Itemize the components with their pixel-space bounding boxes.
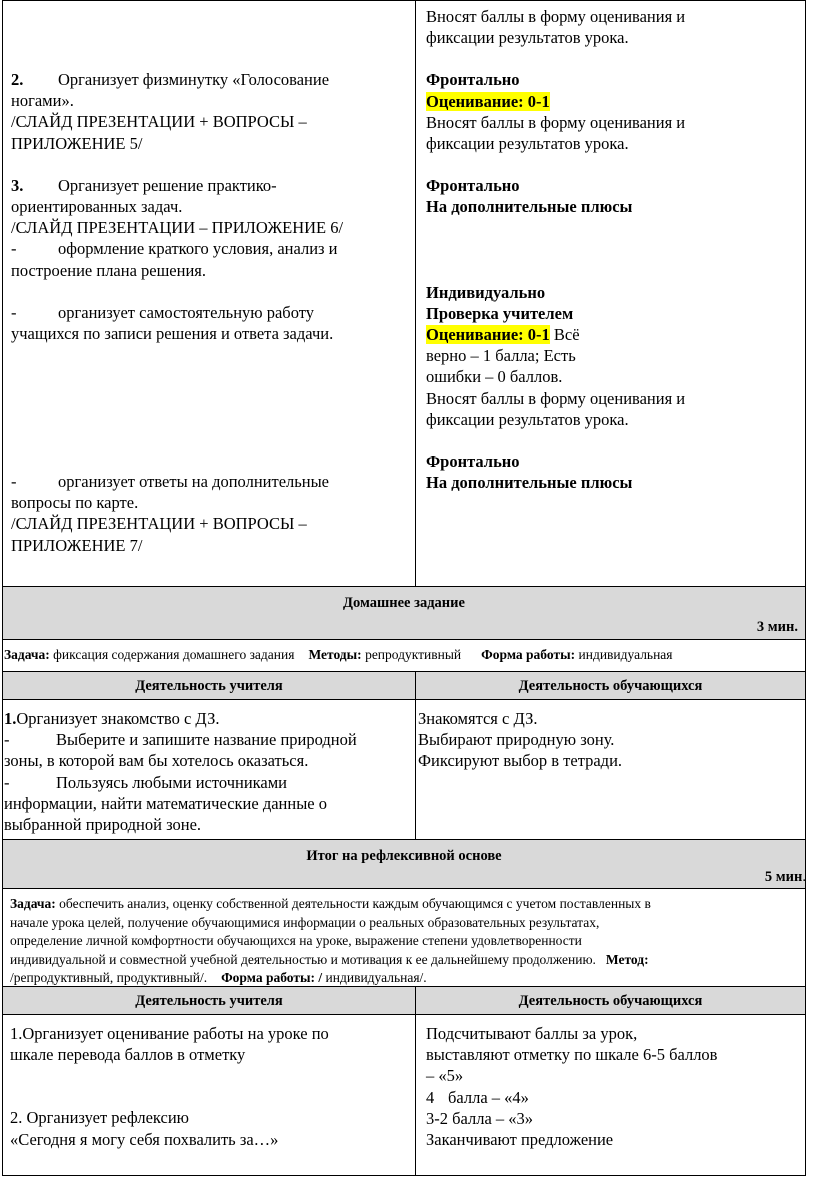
homework-header-bottom-border xyxy=(2,639,806,640)
homework-student-line-2: Выбирают природную зону. xyxy=(418,730,615,750)
item-2-number: 2. xyxy=(11,70,24,89)
homework-teacher-cell xyxy=(4,708,414,835)
right-block-4 xyxy=(426,282,801,430)
enter-points-text: Вносят баллы в форму оценивания и xyxy=(426,7,686,26)
homework-student-line-3: Фиксируют выбор в тетради. xyxy=(418,751,623,771)
outer-right-border xyxy=(805,0,806,1176)
top-section-bottom-border xyxy=(2,586,806,587)
methods-label: Методы: xyxy=(308,647,362,662)
form-label: Форма работы: / xyxy=(221,970,323,986)
enter-points-text-cont: фиксации результатов урока. xyxy=(426,28,629,48)
homework-subpoint-2: Пользуясь любыми источниками xyxy=(56,772,288,792)
reflection-columns-divider xyxy=(415,986,416,1176)
item-3 xyxy=(11,175,411,281)
reflection-task-text-cont: начале урока целей, получение обучающимися информации о реальных образовательных результатах, xyxy=(10,914,600,930)
dash-marker: - xyxy=(4,730,10,750)
individual-label: Индивидуально xyxy=(426,282,546,302)
slide-reference-7-cont: ПРИЛОЖЕНИЕ 7/ xyxy=(11,535,143,555)
reflection-time-value: 5 мин xyxy=(764,869,803,885)
form-text: индивидуальная xyxy=(575,647,673,662)
top-right-column xyxy=(426,6,801,493)
homework-item-text: Организует знакомство с ДЗ. xyxy=(16,709,220,728)
form-text: индивидуальная/. xyxy=(322,970,427,986)
reflection-task-text: обеспечить анализ, оценку собственной деятельности каждым обучающимся с учетом поставленных в xyxy=(55,896,651,911)
reflection-teacher-item-2: 2. Организует рефлексию xyxy=(10,1108,189,1128)
reflection-teacher-cell xyxy=(10,1023,410,1150)
method-label: Метод: xyxy=(605,951,649,967)
reflection-task-text-cont: индивидуальной и совместной учебной деятельностью и мотивация к ее дальнейшему продолжению. xyxy=(10,951,596,967)
item-3-number: 3. xyxy=(11,175,24,195)
item-3-subpoint-cont: построение плана решения. xyxy=(11,260,207,280)
reflection-student-line-4: балла – «4» xyxy=(448,1087,529,1107)
reflection-students-cell xyxy=(426,1023,801,1150)
homework-col-students: Деятельность обучающихся xyxy=(518,678,703,694)
homework-time: 3 мин. xyxy=(756,619,798,635)
homework-student-line-1: Знакомятся с ДЗ. xyxy=(418,709,538,728)
enter-points-text: Вносят баллы в форму оценивания и xyxy=(426,112,686,132)
reflection-teacher-item-1-cont: шкале перевода баллов в отметку xyxy=(10,1045,246,1065)
dash-marker: - xyxy=(11,472,17,491)
extra-pluses-label: На дополнительные плюсы xyxy=(426,473,633,493)
task-label: Задача: xyxy=(4,647,50,662)
item-5-text: организует ответы на дополнительные xyxy=(58,472,330,491)
item-5 xyxy=(11,471,329,556)
enter-points-text-cont: фиксации результатов урока. xyxy=(426,134,629,154)
assessment-highlight: Оценивание: 0-1 xyxy=(426,325,550,345)
item-3-subpoint: оформление краткого условия, анализ и xyxy=(58,239,338,259)
homework-columns-divider xyxy=(415,671,416,840)
dash-marker: - xyxy=(11,302,17,322)
item-4-text: организует самостоятельную работу xyxy=(58,302,314,322)
homework-bottom-border xyxy=(2,839,806,840)
reflection-student-line-5: 3-2 балла – «3» xyxy=(426,1108,534,1128)
item-4-text-cont: учащихся по записи решения и ответа задачи. xyxy=(11,324,334,344)
reflection-header-bottom-border xyxy=(2,888,806,889)
reflection-student-line-6: Заканчивают предложение xyxy=(426,1130,614,1150)
slide-reference-7: /СЛАЙД ПРЕЗЕНТАЦИИ + ВОПРОСЫ – xyxy=(11,514,307,534)
top-left-column xyxy=(11,69,411,555)
homework-title: Домашнее задание xyxy=(343,595,465,611)
methods-text: репродуктивный xyxy=(361,647,462,662)
reflection-student-line-1: Подсчитывают баллы за урок, xyxy=(426,1024,638,1043)
slide-reference-6: /СЛАЙД ПРЕЗЕНТАЦИИ – ПРИЛОЖЕНИЕ 6/ xyxy=(11,218,344,238)
homework-subpoint-1: Выберите и запишите название природной xyxy=(56,730,357,750)
score-number: 4 xyxy=(426,1087,435,1107)
reflection-task-text-cont: определение личной комфортности обучающихся на уроке, выражение степени удовлетворенности xyxy=(10,933,582,949)
frontal-label: Фронтально xyxy=(426,452,520,472)
slide-reference-5-cont: ПРИЛОЖЕНИЕ 5/ xyxy=(11,133,143,153)
reflection-col-students: Деятельность обучающихся xyxy=(518,993,703,1009)
homework-subpoint-2-cont: информации, найти математические данные о xyxy=(4,793,327,813)
reflection-teacher-item-2-cont: «Сегодня я могу себя похвалить за…» xyxy=(10,1129,279,1149)
homework-students-cell xyxy=(418,708,803,772)
assessment-detail-cont: ошибки – 0 баллов. xyxy=(426,367,563,387)
reflection-task-cell xyxy=(10,895,800,988)
homework-task-row xyxy=(4,646,673,665)
right-block-5 xyxy=(426,451,801,493)
item-2-text-cont: ногами». xyxy=(11,91,74,111)
enter-points-text: Вносят баллы в форму оценивания и xyxy=(426,388,686,408)
enter-points-text-cont: фиксации результатов урока. xyxy=(426,409,629,429)
homework-item-number: 1. xyxy=(4,709,17,728)
homework-columns-bottom-border xyxy=(2,699,806,700)
item-2-text: Организует физминутку «Голосование xyxy=(58,70,330,89)
top-border xyxy=(2,0,806,1)
item-4 xyxy=(11,302,411,344)
assessment-highlight: Оценивание: 0-1 xyxy=(426,91,550,111)
item-2 xyxy=(11,69,411,154)
reflection-time-dot: . xyxy=(802,869,806,885)
bottom-border xyxy=(2,1175,806,1176)
frontal-label: Фронтально xyxy=(426,176,520,196)
homework-task-bottom-border xyxy=(2,671,806,672)
assessment-detail: Всё xyxy=(549,325,580,345)
top-section-divider xyxy=(415,0,416,587)
method-text: /репродуктивный, продуктивный/. xyxy=(10,970,208,986)
reflection-student-line-3: – «5» xyxy=(426,1066,464,1086)
reflection-student-line-2: выставляют отметку по шкале 6-5 баллов xyxy=(426,1045,718,1065)
reflection-teacher-item-1: 1.Организует оценивание работы на уроке по xyxy=(10,1024,329,1043)
assessment-detail-cont: верно – 1 балла; Есть xyxy=(426,346,576,366)
homework-subpoint-2-cont: выбранной природной зоне. xyxy=(4,815,202,835)
item-3-text: Организует решение практико- xyxy=(58,175,277,195)
item-3-text-cont: ориентированных задач. xyxy=(11,197,183,217)
reflection-time xyxy=(765,868,806,887)
item-5-text-cont: вопросы по карте. xyxy=(11,493,139,513)
right-block-1 xyxy=(426,6,801,48)
task-text: фиксация содержания домашнего задания xyxy=(49,647,295,662)
frontal-label: Фронтально xyxy=(426,70,520,90)
teacher-check-label: Проверка учителем xyxy=(426,303,574,323)
right-block-2 xyxy=(426,69,801,154)
reflection-col-teacher: Деятельность учителя xyxy=(135,993,283,1009)
dash-marker: - xyxy=(4,772,10,792)
slide-reference-5: /СЛАЙД ПРЕЗЕНТАЦИИ + ВОПРОСЫ – xyxy=(11,112,307,132)
task-label: Задача: xyxy=(10,896,56,911)
right-block-3 xyxy=(426,175,801,217)
reflection-columns-bottom-border xyxy=(2,1014,806,1015)
form-label: Форма работы: xyxy=(481,647,576,662)
homework-col-teacher: Деятельность учителя xyxy=(135,678,283,694)
dash-marker: - xyxy=(11,239,17,259)
homework-subpoint-1-cont: зоны, в которой вам бы хотелось оказаться. xyxy=(4,751,309,771)
extra-pluses-label: На дополнительные плюсы xyxy=(426,197,633,217)
reflection-title: Итог на рефлексивной основе xyxy=(306,848,502,864)
